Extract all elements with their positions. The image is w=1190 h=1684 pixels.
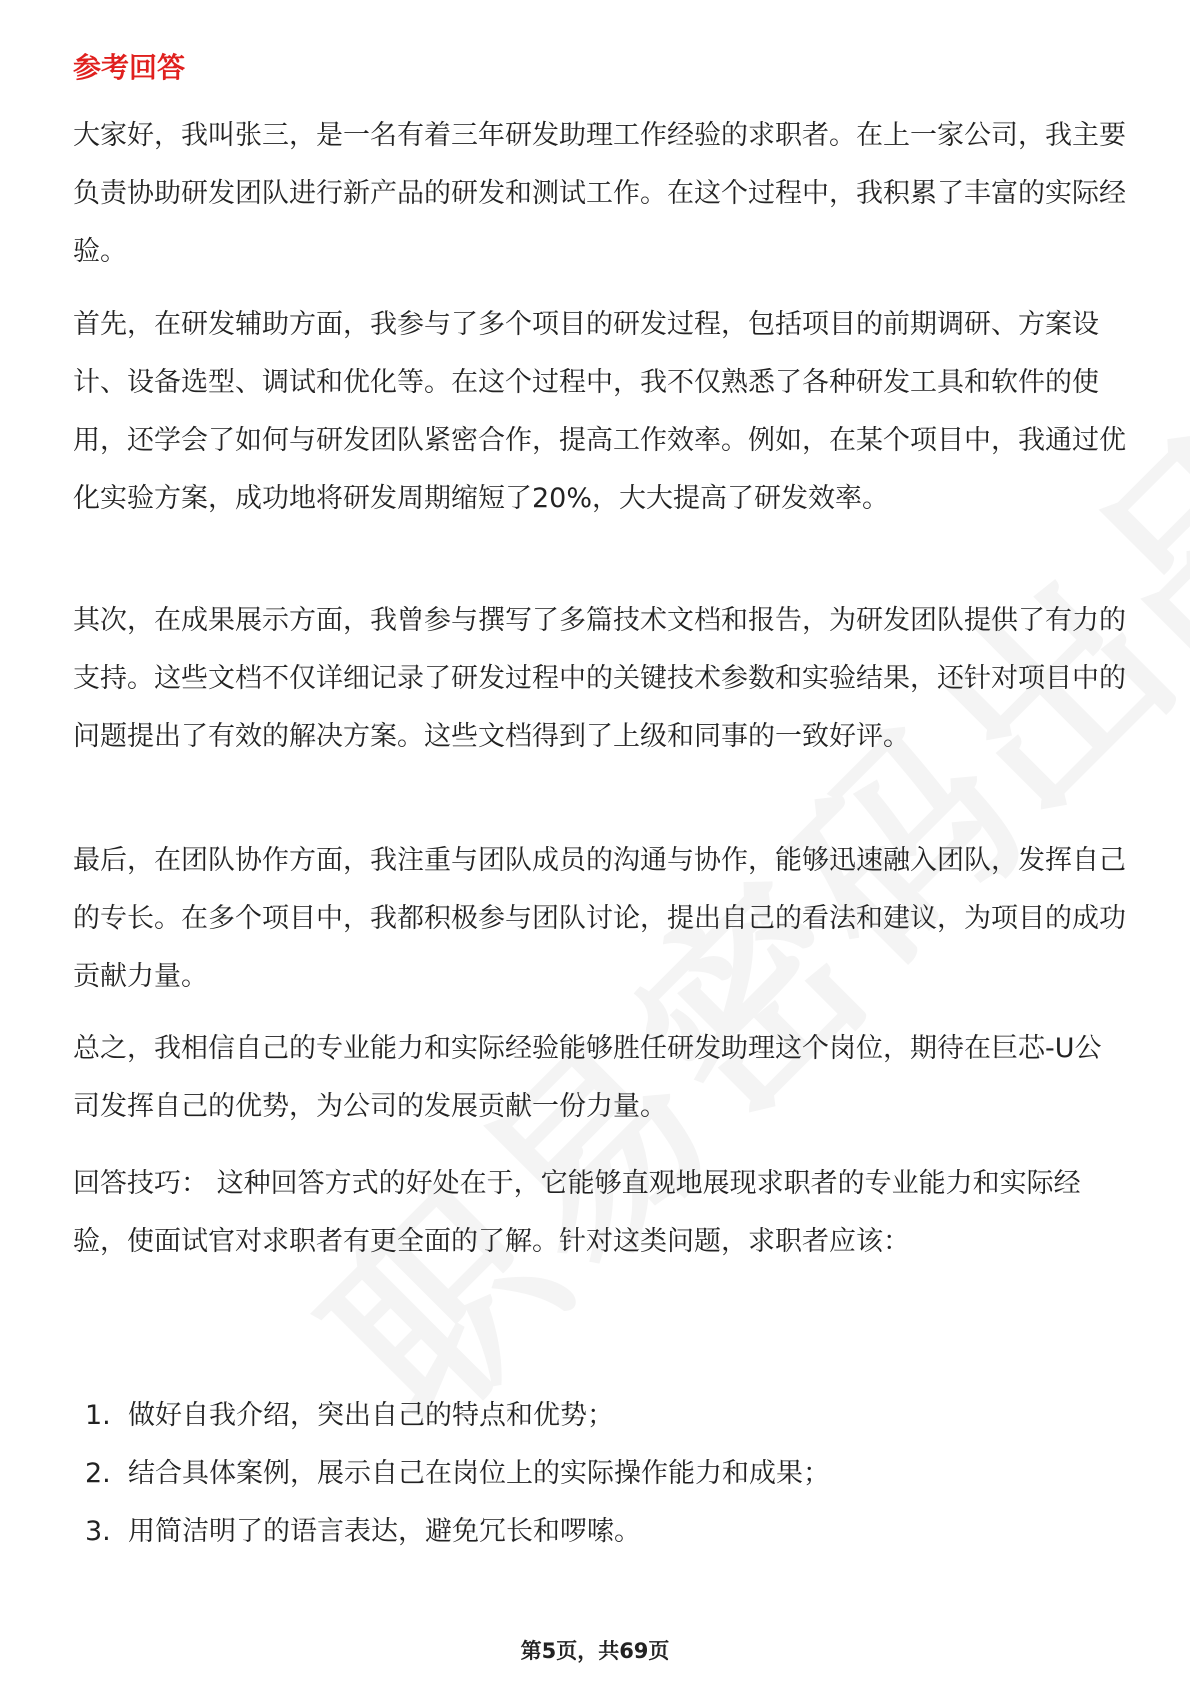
list-number: 1. [85, 1400, 111, 1431]
section-heading: 参考回答 [73, 51, 186, 84]
list-item [73, 1503, 1128, 1561]
paragraph-intro: 大家好，我叫张三，是一名有着三年研发助理工作经验的求职者。在上一家公司，我主要负责协助研发团队进行新产品的研发和测试工作。在这个过程中，我积累了丰富的实际经验。 [73, 120, 1126, 267]
list-item [73, 1387, 1128, 1445]
list-item [73, 1445, 1128, 1503]
list-item-text: 结合具体案例，展示自己在岗位上的实际操作能力和成果； [128, 1458, 830, 1489]
paragraph-teamwork: 最后，在团队协作方面，我注重与团队成员的沟通与协作，能够迅速融入团队，发挥自己的专长。在多个项目中，我都积极参与团队讨论，提出自己的看法和建议，为项目的成功贡献力量。 [73, 845, 1126, 992]
paragraph-tips: 回答技巧： 这种回答方式的好处在于，它能够直观地展现求职者的专业能力和实际经验，使面试官对求职者有更全面的了解。针对这类问题，求职者应该： [73, 1168, 1081, 1257]
tips-list [73, 1387, 1128, 1561]
paragraph-research-assist: 首先，在研发辅助方面，我参与了多个项目的研发过程，包括项目的前期调研、方案设计、设备选型、调试和优化等。在这个过程中，我不仅熟悉了各种研发工具和软件的使用，还学会了如何与研发团队紧密合作，提高工作效率。例如，在某个项目中，我通过优化实验方案，成功地将研发周期缩短了20%，大大提高了研发效率。 [73, 309, 1126, 514]
list-number: 3. [85, 1516, 111, 1547]
list-number: 2. [85, 1458, 111, 1489]
paragraph-conclusion: 总之，我相信自己的专业能力和实际经验能够胜任研发助理这个岗位，期待在巨芯-U公司发挥自己的优势，为公司的发展贡献一份力量。 [73, 1033, 1102, 1122]
page-number: 第5页，共69页 [520, 1639, 670, 1663]
list-item-text: 用简洁明了的语言表达，避免冗长和啰嗦。 [128, 1516, 641, 1547]
paragraph-results: 其次，在成果展示方面，我曾参与撰写了多篇技术文档和报告，为研发团队提供了有力的支持。这些文档不仅详细记录了研发过程中的关键技术参数和实验结果，还针对项目中的问题提出了有效的解决方案。这些文档得到了上级和同事的一致好评。 [73, 605, 1126, 752]
list-item-text: 做好自我介绍，突出自己的特点和优势； [128, 1400, 614, 1431]
